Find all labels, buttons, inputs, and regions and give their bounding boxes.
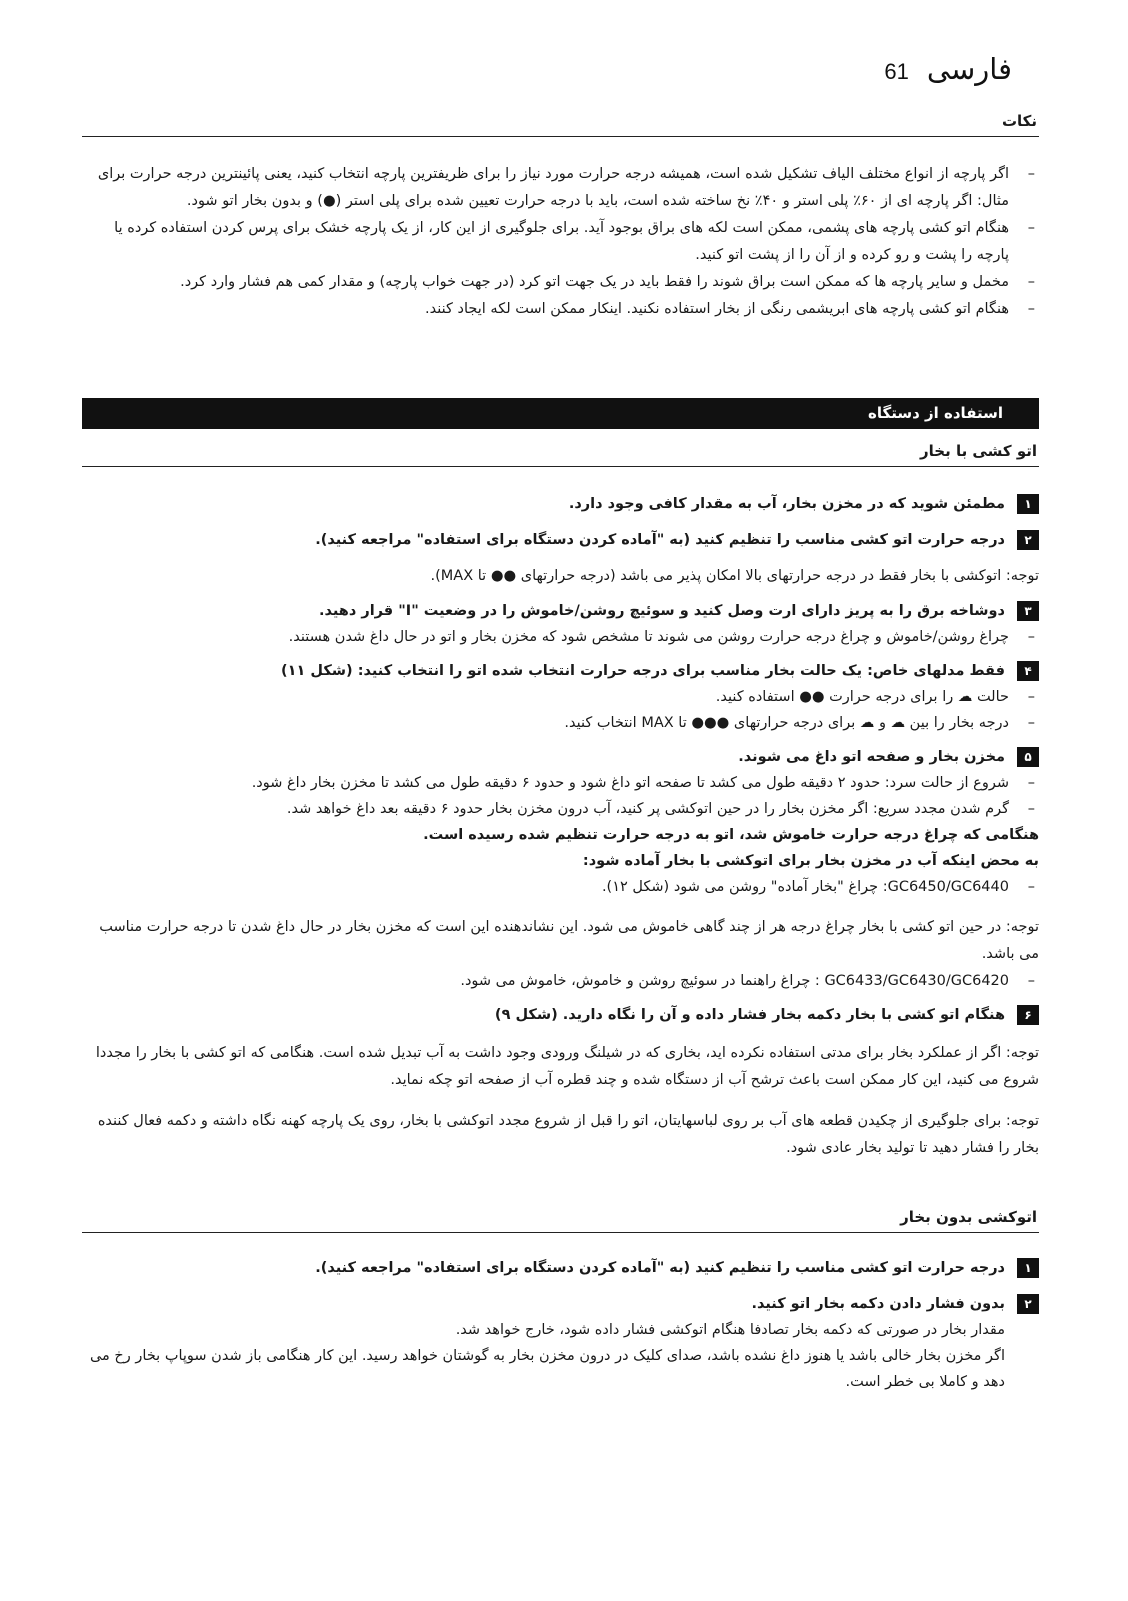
list-item: – GC6450/GC6440: چراغ "بخار آماده" روشن می شود (شکل ۱۲).	[82, 874, 1039, 900]
steam-step-2	[82, 527, 1039, 553]
step-number: ۴	[1017, 661, 1039, 681]
step-number: ۱	[1017, 494, 1039, 514]
step-text: هنگام اتو کشی با بخار دکمه بخار فشار داده و آن را نگاه دارید. (شکل ۹)	[494, 1007, 1005, 1023]
list-item: – شروع از حالت سرد: حدود ۲ دقیقه طول می کشد تا صفحه اتو داغ شود و حدود ۶ دقیقه طول می کشد تا مخزن بخار داغ شود.	[82, 770, 1039, 796]
step-number: ۶	[1017, 1005, 1039, 1025]
steam-ironing-heading: اتو کشی با بخار	[82, 442, 1039, 467]
steam-note-1: توجه: اتوکشی با بخار فقط در درجه حرارتهای بالا امکان پذیر می باشد (درجه حرارتهای ●● تا MAX).	[430, 568, 1039, 584]
list-item: – درجه بخار را بین ☁ و ☁ برای درجه حرارتهای ●●● تا MAX انتخاب کنید.	[82, 710, 1039, 736]
list-item: – اگر پارچه از انواع مختلف الیاف تشکیل شده است، همیشه درجه حرارت مورد نیاز را برای ظریفترین پارچه انتخاب کنید، یعنی پائینترین درجه حرارت برای مثال: اگر پارچه ای از ۶۰٪ پلی استر و ۴۰٪ نخ ساخته شده است، باید با درجه حرارت تعیین شده برای پلی استر (●) و بدون بخار اتو شود.	[82, 161, 1039, 215]
list-item: – هنگام اتو کشی پارچه های ابریشمی رنگی از بخار استفاده نکنید. اینکار ممکن است لکه ایجاد کنند.	[82, 296, 1039, 323]
step-5-text: به محض اینکه آب در مخزن بخار برای اتوکشی با بخار آماده شود:	[582, 853, 1039, 869]
step-text: درجه حرارت اتو کشی مناسب را تنظیم کنید (به "آماده کردن دستگاه برای استفاده" مراجعه کنید).	[315, 1260, 1005, 1276]
usage-banner: استفاده از دستگاه	[82, 398, 1039, 429]
step-number: ۲	[1017, 1294, 1039, 1314]
steam-step-1	[82, 491, 1039, 517]
steam-step-6	[82, 1002, 1039, 1028]
step-text: دوشاخه برق را به پریز دارای ارت وصل کنید و سوئیچ روشن/خاموش را در وضعیت "I" قرار دهید.	[319, 603, 1005, 619]
tips-heading: نکات	[82, 112, 1039, 137]
dry-ironing-section	[82, 1208, 1039, 1395]
list-item: – گرم شدن مجدد سریع: اگر مخزن بخار را در حین اتوکشی پر کنید، آب درون مخزن بخار حدود ۶ دقیقه بعد داغ خواهد شد.	[82, 796, 1039, 822]
step-5-sublist-2	[82, 874, 1039, 900]
step-number: ۳	[1017, 601, 1039, 621]
detail-text: اگر مخزن بخار خالی باشد یا هنوز داغ نشده باشد، صدای کلیک در درون مخزن بخار به گوشتان خواهد رسید. این کار هنگامی باز شدن سوپاپ بخار رخ می دهد و کاملا بی خطر است.	[89, 1348, 1005, 1390]
detail-text: مقدار بخار در صورتی که دکمه بخار تصادفا هنگام اتوکشی فشار داده شود، خارج خواهد شد.	[455, 1322, 1005, 1338]
steam-note-3: توجه: اگر از عملکرد بخار برای مدتی استفاده نکرده اید، بخاری که در شیلنگ ورودی وجود داشت به آب تبدیل شده است. هنگامی که اتو کشی با بخار را مجددا شروع می کنید، این کار ممکن است باعث ترشح آب از دستگاه شده و چند قطره آب از صفحه اتو چکه نماید.	[95, 1045, 1039, 1088]
language-title: فارسی	[926, 52, 1012, 86]
note-2-sublist	[82, 968, 1039, 994]
usage-section	[82, 398, 1039, 429]
steam-step-5	[82, 744, 1039, 770]
step-5-text: هنگامی که چراغ درجه حرارت خاموش شد، اتو به درجه حرارت تنظیم شده رسیده است.	[423, 827, 1039, 843]
dry-ironing-heading: اتوکشی بدون بخار	[82, 1208, 1039, 1233]
list-item: – GC6433/GC6430/GC6420 : چراغ راهنما در سوئیچ روشن و خاموش، خاموش می شود.	[82, 968, 1039, 994]
list-item: – حالت ☁ را برای درجه حرارت ●● استفاده کنید.	[82, 684, 1039, 710]
step-text: درجه حرارت اتو کشی مناسب را تنظیم کنید (به "آماده کردن دستگاه برای استفاده" مراجعه کنید).	[315, 532, 1005, 548]
steam-step-4	[82, 658, 1039, 684]
tips-list	[82, 161, 1039, 323]
step-number: ۵	[1017, 747, 1039, 767]
dry-step-1	[82, 1255, 1039, 1281]
step-number: ۱	[1017, 1258, 1039, 1278]
step-3-sublist	[82, 624, 1039, 650]
list-item: – مخمل و سایر پارچه ها که ممکن است براق شوند را فقط باید در یک جهت اتو کرد (در جهت خواب پارچه) و مقدار کمی هم فشار وارد کرد.	[82, 269, 1039, 296]
tips-section	[82, 112, 1039, 323]
step-text: مطمئن شوید که در مخزن بخار، آب به مقدار کافی وجود دارد.	[568, 496, 1005, 512]
dry-step-2	[82, 1291, 1039, 1317]
page-header	[884, 52, 1012, 86]
list-item: – هنگام اتو کشی پارچه های پشمی، ممکن است لکه های براق بوجود آید. برای جلوگیری از این کار، از یک پارچه خشک برای پرس کردن استفاده کرده یا پارچه را پشت و رو کرده و از آن را از پشت اتو کنید.	[82, 215, 1039, 269]
step-text: بدون فشار دادن دکمه بخار اتو کنید.	[751, 1296, 1005, 1312]
step-text: مخزن بخار و صفحه اتو داغ می شوند.	[738, 749, 1005, 765]
page-number: 61	[884, 59, 909, 84]
dry-step-2-details	[82, 1317, 1039, 1395]
steam-ironing-section	[82, 442, 1039, 1162]
step-number: ۲	[1017, 530, 1039, 550]
step-4-sublist	[82, 684, 1039, 736]
list-item: – چراغ روشن/خاموش و چراغ درجه حرارت روشن می شوند تا مشخص شود که مخزن بخار و اتو در حال داغ شدن هستند.	[82, 624, 1039, 650]
step-5-sublist	[82, 770, 1039, 822]
step-text: فقط مدلهای خاص: یک حالت بخار مناسب برای درجه حرارت انتخاب شده اتو را انتخاب کنید: (شکل ۱۱)	[281, 663, 1005, 679]
steam-step-3	[82, 598, 1039, 624]
steam-note-4: توجه: برای جلوگیری از چکیدن قطعه های آب بر روی لباسهایتان، اتو را قبل از شروع مجدد اتوکشی با بخار، روی یک پارچه کهنه نگاه داشته و دکمه فعال کننده بخار را فشار دهید تا تولید بخار عادی شود.	[97, 1113, 1039, 1156]
steam-note-2: توجه: در حین اتو کشی با بخار چراغ درجه هر از چند گاهی خاموش می شود. این نشاندهنده این است که مخزن بخار در حال داغ شدن تا درجه حرارت مناسب می باشد.	[99, 919, 1039, 962]
